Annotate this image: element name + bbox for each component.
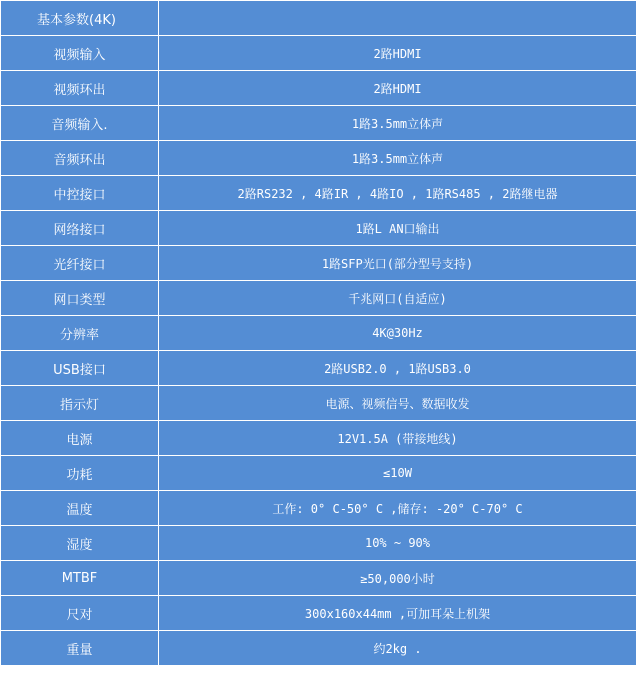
row-label: 指示灯 (1, 386, 159, 421)
table-row (1, 526, 637, 561)
table-header-label: 基本参数(4K) (1, 1, 159, 36)
spec-table-body (1, 1, 637, 666)
table-row (1, 386, 637, 421)
table-header-value (159, 1, 637, 36)
table-row (1, 246, 637, 281)
table-row (1, 421, 637, 456)
table-row (1, 491, 637, 526)
table-header-row (1, 1, 637, 36)
row-value: 约2kg . (159, 631, 637, 666)
table-row (1, 141, 637, 176)
row-label: 电源 (1, 421, 159, 456)
row-label: 网口类型 (1, 281, 159, 316)
row-value: 2路USB2.0 , 1路USB3.0 (159, 351, 637, 386)
row-label: 音频输入. (1, 106, 159, 141)
row-value: 1路3.5mm立体声 (159, 141, 637, 176)
row-value: 12V1.5A (带接地线) (159, 421, 637, 456)
row-value: 千兆网口(自适应) (159, 281, 637, 316)
table-row (1, 316, 637, 351)
row-label: 视频输入 (1, 36, 159, 71)
table-row (1, 106, 637, 141)
table-row (1, 176, 637, 211)
row-label: 尺对 (1, 596, 159, 631)
row-label: 光纤接口 (1, 246, 159, 281)
row-label: 重量 (1, 631, 159, 666)
table-row (1, 71, 637, 106)
row-value: ≤10W (159, 456, 637, 491)
row-value: 1路L AN口输出 (159, 211, 637, 246)
row-label: 温度 (1, 491, 159, 526)
table-row (1, 561, 637, 596)
table-row (1, 36, 637, 71)
row-value: 1路3.5mm立体声 (159, 106, 637, 141)
table-row (1, 211, 637, 246)
row-label: 中控接口 (1, 176, 159, 211)
row-value: 电源、视频信号、数据收发 (159, 386, 637, 421)
row-value: ≥50,000小时 (159, 561, 637, 596)
row-value: 300x160x44mm ,可加耳朵上机架 (159, 596, 637, 631)
row-value: 1路SFP光口(部分型号支持) (159, 246, 637, 281)
row-value: 10% ~ 90% (159, 526, 637, 561)
table-row (1, 456, 637, 491)
row-value: 4K@30Hz (159, 316, 637, 351)
table-row (1, 351, 637, 386)
row-value: 2路HDMI (159, 71, 637, 106)
table-row (1, 631, 637, 666)
table-row (1, 281, 637, 316)
row-label: 视频环出 (1, 71, 159, 106)
row-label: 功耗 (1, 456, 159, 491)
row-label: USB接口 (1, 351, 159, 386)
row-label: 湿度 (1, 526, 159, 561)
row-value: 2路HDMI (159, 36, 637, 71)
table-row (1, 596, 637, 631)
row-value: 工作: 0° C-50° C ,储存: -20° C-70° C (159, 491, 637, 526)
row-label: 音频环出 (1, 141, 159, 176)
row-label: MTBF (1, 561, 159, 596)
row-label: 网络接口 (1, 211, 159, 246)
row-value: 2路RS232 , 4路IR , 4路IO , 1路RS485 , 2路继电器 (159, 176, 637, 211)
row-label: 分辨率 (1, 316, 159, 351)
